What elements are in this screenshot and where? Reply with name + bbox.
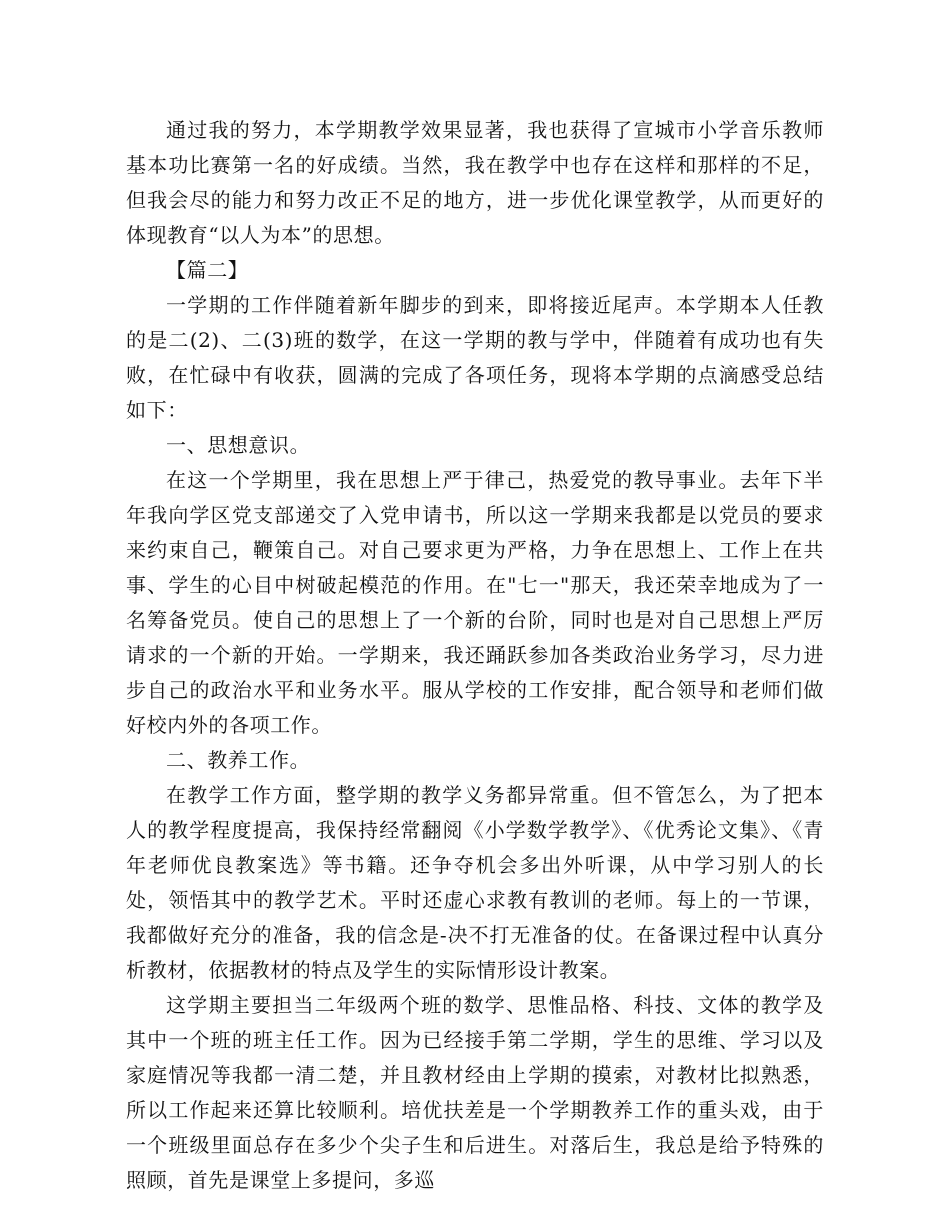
section-heading-teaching: 二、教养工作。 <box>166 748 311 772</box>
section-heading-part-two: 【篇二】 <box>166 258 249 282</box>
paragraph-ideology: 在这一个学期里，我在思想上严于律己，热爱党的教导事业。去年下半年我向学区党支部递交了入党申请书，所以这一学期来我都是以党员的要求来约束自己，鞭策自己。对自己要求更为严格，力争在思想上、工作上在共事、学生的心目中树破起模范的作用。在"七一"那天，我还荣幸地成为了一名筹备党员。使自己的思想上了一个新的台阶，同时也是对自己思想上严厉请求的一个新的开始。一学期来，我还踊跃参加各类政治业务学习，尽力进步自己的政治水平和业务水平。服从学校的工作安排，配合领导和老师们做好校内外的各项工作。 <box>126 468 824 737</box>
paragraph-teaching: 在教学工作方面，整学期的教学义务都异常重。但不管怎么，为了把本人的教学程度提高，我保持经常翻阅《小学数学教学》、《优秀论文集》、《青年老师优良教案选》等书籍。还争夺机会多出外听课，从中学习别人的长处，领悟其中的教学艺术。平时还虚心求教有教训的老师。每上的一节课，我都做好充分的准备，我的信念是-决不打无准备的仗。在备课过程中认真分析教材，依据教材的特点及学生的实际情形设计教案。 <box>126 783 824 982</box>
paragraph-class-duties: 这学期主要担当二年级两个班的数学、思惟品格、科技、文体的教学及其中一个班的班主任工作。因为已经接手第二学期，学生的思维、学习以及家庭情况等我都一清二楚，并且教材经由上学期的摸索，对教材比拟熟悉，所以工作起来还算比较顺利。培优扶差是一个学期教养工作的重头戏，由于一个班级里面总存在多少个尖子生和后进生。对落后生，我总是给予特殊的照顾，首先是课堂上多提问，多巡 <box>126 993 824 1192</box>
section-heading-ideology: 一、思想意识。 <box>166 433 311 457</box>
paragraph-intro: 一学期的工作伴随着新年脚步的到来，即将接近尾声。本学期本人任教的是二(2)、二(3)班的数学，在这一学期的教与学中，伴随着有成功也有失败，在忙碌中有收获，圆满的完成了各项任务，现将本学期的点滴感受总结如下： <box>126 293 824 422</box>
document-body <box>126 113 824 1198</box>
paragraph-conclusion: 通过我的努力，本学期教学效果显著，我也获得了宣城市小学音乐教师基本功比赛第一名的好成绩。当然，我在教学中也存在这样和那样的不足，但我会尽的能力和努力改正不足的地方，进一步优化课堂教学，从而更好的体现教育“以人为本”的思想。 <box>126 118 824 247</box>
